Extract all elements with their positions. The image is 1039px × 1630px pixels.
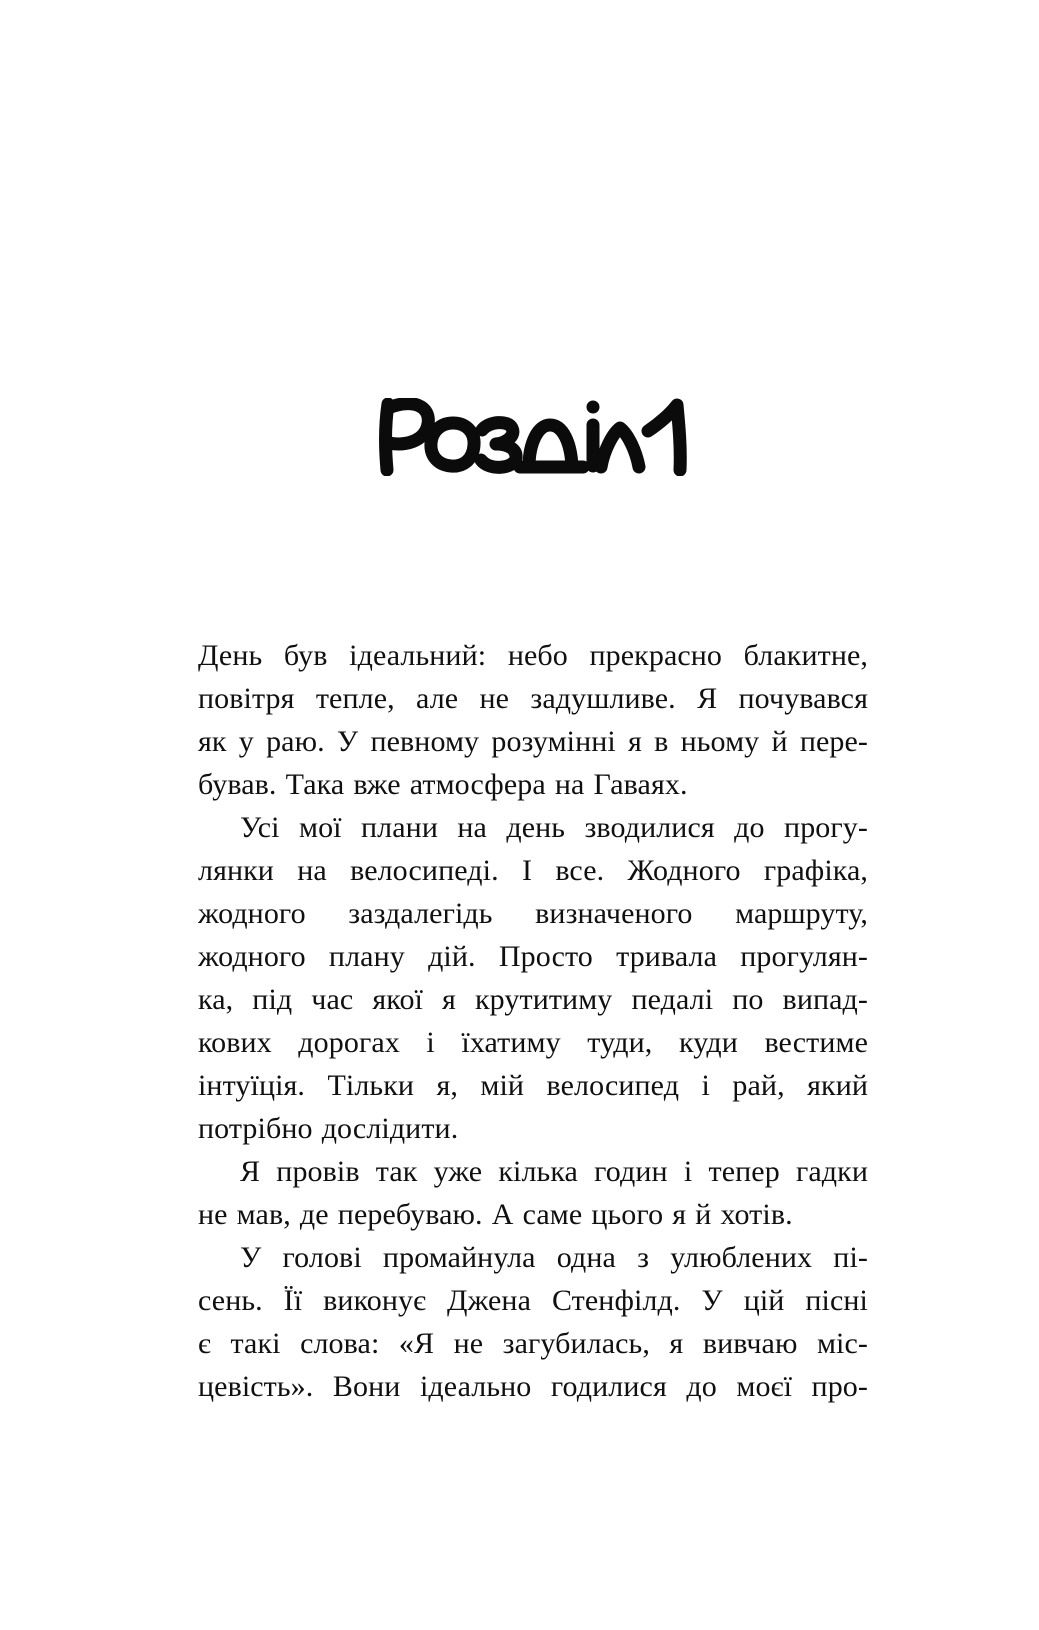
text-line: потрібно дослідити. [198, 1112, 459, 1145]
text-line: сень. Її виконує Джена Стенфілд. У цій пісні [198, 1284, 868, 1317]
text-line: кових дорогах і їхатиму туди, куди вестиме [198, 1026, 868, 1059]
glyph-1 [648, 405, 680, 470]
text-line: ка, під час якої я крутитиму педалі по випад- [198, 983, 868, 1016]
text-line: цевість». Вони ідеально годилися до моєї про- [198, 1370, 868, 1403]
chapter-heading [377, 398, 710, 476]
glyph-z [481, 423, 516, 468]
text-line: У голові промайнула одна з улюблених пі- [240, 1241, 868, 1274]
text-line: не мав, де перебуваю. А саме цього я й хотів. [198, 1198, 793, 1231]
chapter-heading-text [377, 476, 378, 477]
text-line: День був ідеальний: небо прекрасно блакитне, [198, 639, 868, 672]
chapter-heading-lettering [377, 398, 710, 476]
text-line: бував. Така вже атмосфера на Гаваях. [198, 768, 688, 801]
text-line: лянки на велосипеді. І все. Жодного графіка, [198, 854, 868, 887]
text-line: інтуїція. Тільки я, мій велосипед і рай, який [198, 1069, 868, 1102]
text-line: Усі мої плани на день зводилися до прогу- [240, 811, 868, 844]
text-line: Я провів так уже кілька годин і тепер гадки [240, 1155, 868, 1188]
glyph-i-dot [587, 401, 600, 414]
body-text [198, 634, 868, 1408]
glyph-o [431, 423, 474, 466]
glyph-l [601, 428, 639, 467]
text-line: жодного плану дій. Просто тривала прогулян- [198, 940, 868, 973]
text-line: жодного заздалегідь визначеного маршруту, [198, 897, 868, 930]
glyph-P-bowl [388, 404, 428, 444]
text-line: як у раю. У певному розумінні я в ньому й пере- [198, 725, 868, 758]
text-line: є такі слова: «Я не загубилась, я вивчаю міс- [198, 1327, 868, 1360]
text-line: повітря тепле, але не задушливе. Я почувався [198, 682, 868, 715]
